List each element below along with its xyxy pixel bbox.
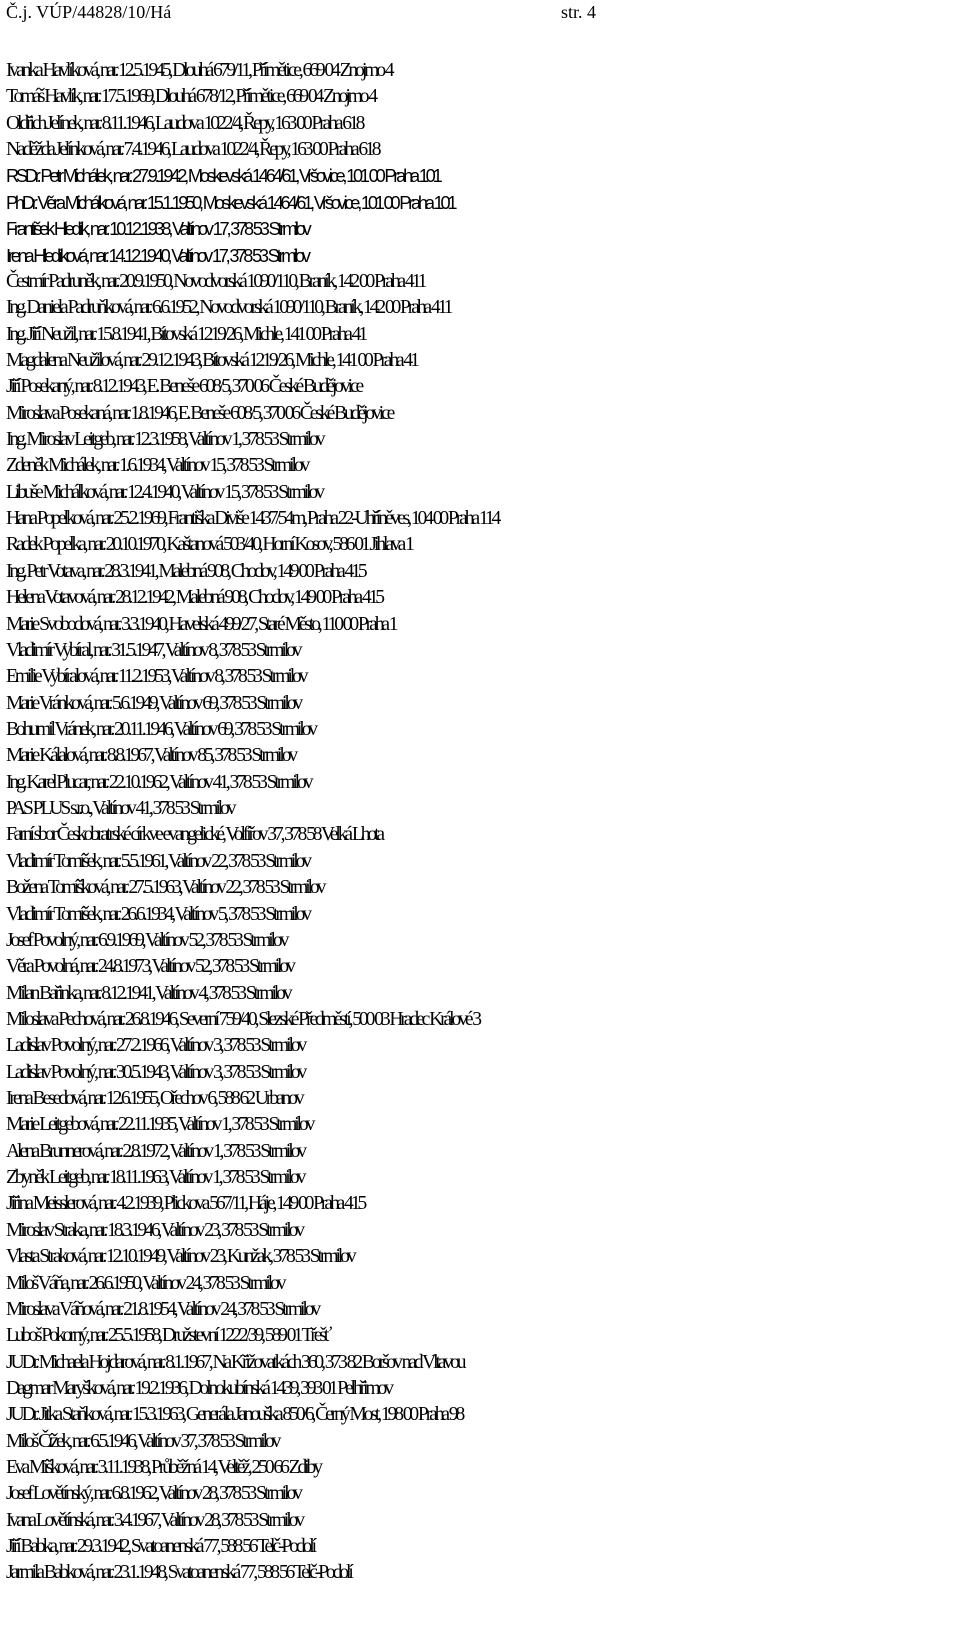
- list-item: Ivanka Havlíková, nar. 12.5.1945, Dlouhá 679/11, Přímětice, 669 04 Znojmo 4: [6, 60, 392, 81]
- list-item: PAS PLUS s.r.o., Valtínov 41, 378 53 Strmilov: [6, 798, 234, 820]
- list-item: Oldřich Jelínek, nar. 8.11.1946, Laudova 1022/4, Řepy, 163 00 Praha 618: [6, 112, 363, 134]
- list-item: Radek Popelka, nar. 20.10.1970, Kaštanová 503/40, Horní Kosov, 586 01 Jihlava 1: [6, 534, 412, 556]
- list-item: Ladislav Povolný, nar. 27.2.1966, Valtínov 3, 378 53 Strmilov: [6, 1035, 305, 1057]
- list-item: Čestmír Padruněk, nar. 20.9.1950, Novodvorská 1090/110, Braník, 142 00 Praha 411: [6, 270, 425, 292]
- list-item: Ladislav Povolný, nar. 30.5.1943, Valtínov 3, 378 53 Strmilov: [6, 1061, 305, 1083]
- list-item: Zbyněk Leitgeb, nar. 18.11.1963, Valtínov 1, 378 53 Strmilov: [6, 1167, 304, 1189]
- list-item: Miloš Čížek, nar. 6.5.1946, Valtínov 37, 378 53 Strmilov: [6, 1430, 279, 1452]
- list-item: Hana Popelková, nar. 25.2.1969, Františka Diviše 1437/54m, Praha 22-Uhříněves, 104 00 Praha 114: [6, 508, 499, 530]
- list-item: Luboš Pokorný, nar. 25.5.1958, Družstevní 1222/39, 589 01 Třešť: [6, 1325, 330, 1347]
- list-item: Josef Povolný, nar. 6.9.1969, Valtínov 52, 378 53 Strmilov: [6, 929, 287, 951]
- list-item: Ing. Miroslav Leitgeb, nar. 12.3.1958, Valtínov 1, 378 53 Strmilov: [6, 429, 323, 451]
- list-item: Věra Povolná, nar. 24.8.1973, Valtínov 52, 378 53 Strmilov: [6, 956, 293, 978]
- page-number: str. 4: [561, 2, 597, 22]
- list-item: Ing. Daniela Padruňková, nar. 6.6.1952, Novodvorská 1090/110, Braník, 142 00 Praha 411: [6, 297, 451, 319]
- list-item: Marie Vránková, nar. 5.6.1949, Valtínov 69, 378 53 Strmilov: [6, 692, 301, 714]
- list-item: Naděžda Jelínková, nar. 7.4.1946, Laudova 1022/4, Řepy, 163 00 Praha 618: [6, 139, 379, 161]
- list-item: JUDr. Jitka Staňková, nar. 15.3.1963, Generála Janouška 850/6, Černý Most, 198 00 Praha 98: [6, 1404, 463, 1426]
- list-item: Vladimír Tomíšek, nar. 5.5.1961, Valtínov 22, 378 53 Strmilov: [6, 850, 309, 872]
- list-item: Miroslava Posekaná, nar. 1.8.1946, E. Beneše 608/5, 370 06 České Budějovice: [6, 402, 393, 424]
- list-item: Magdalena Neužilová, nar. 29.12.1943, Bítovská 1219/26, Michle, 141 00 Praha 41: [6, 349, 417, 371]
- list-item: Jiřina Meisslerová, nar. 4.2.1939, Plickova 567/11, Háje, 149 00 Praha 415: [6, 1193, 365, 1215]
- list-item: RSDr. Petr Michálek, nar. 27.9.1942, Moskevská 1464/61, Vršovice, 101 00 Praha 101: [6, 166, 440, 187]
- list-item: Miroslav Straka, nar. 18.3.1946, Valtínov 23, 378 53 Strmilov: [6, 1219, 303, 1241]
- list-item: Marie Leitgebová, nar. 22.11.1935, Valtínov 1, 378 53 Strmilov: [6, 1114, 313, 1136]
- page-header: [0, 0, 960, 30]
- list-item: Libuše Michálková, nar. 12.4.1940, Valtínov 15, 378 53 Strmilov: [6, 481, 322, 503]
- list-item: Božena Tomíšková, nar. 27.5.1963, Valtínov 22, 378 53 Strmilov: [6, 877, 324, 899]
- list-item: Ing. Petr Votava, nar. 28.3.1941, Malebná 908, Chodov, 149 00 Praha 415: [6, 560, 365, 582]
- list-item: Alena Brunnerová, nar. 2.8.1972, Valtínov 1, 378 53 Strmilov: [6, 1140, 304, 1162]
- list-item: Ing. Karel Plucar, nar. 22.10.1962, Valtínov 41, 378 53 Strmilov: [6, 771, 311, 793]
- list-item: Marie Svobodová, nar. 3.3.1940, Havelská 499/27, Staré Město, 110 00 Praha 1: [6, 613, 396, 635]
- list-item: Eva Míšková, nar. 3.11.1938, Průběžná 14, Veltěž, 250 66 Zdiby: [6, 1457, 320, 1479]
- list-item: Josef Lovětínský, nar. 6.8.1962, Valtínov 28, 378 53 Strmilov: [6, 1483, 300, 1505]
- list-item: Tomáš Havlík, nar. 17.5.1969, Dlouhá 678/12, Přímětice, 669 04 Znojmo 4: [6, 86, 375, 108]
- list-item: Bohumil Vránek, nar. 20.11.1946, Valtínov 69, 378 53 Strmilov: [6, 718, 315, 740]
- list-item: Miloš Váňa, nar. 26.6.1950, Valtínov 24, 378 53 Strmilov: [6, 1272, 284, 1294]
- reference-number: Č.j. VÚP/44828/10/Há: [6, 2, 172, 22]
- list-item: Milan Bařinka, nar. 8.12.1941, Valtínov 4, 378 53 Strmilov: [6, 982, 290, 1004]
- list-item: Jarmila Babková, nar. 23.1.1948, Svatoanenská 77, 588 56 Telč-Podolí: [6, 1562, 351, 1584]
- list-item: František Hledík, nar. 10.12.1938, Valtínov 17, 378 53 Strmilov: [6, 219, 309, 240]
- list-item: Jiří Posekaný, nar. 8.12.1943, E. Beneše 608/5, 370 06 České Budějovice: [6, 376, 362, 398]
- list-item: Ing. Jiří Neužil, nar. 15.8.1941, Bítovská 1219/26, Michle, 141 00 Praha 41: [6, 323, 366, 345]
- participant-list: [6, 58, 956, 1587]
- list-item: PhDr. Věra Michálková, nar. 15.1.1950, Moskevská 1464/61, Vršovice, 101 00 Praha 101: [6, 192, 455, 213]
- list-item: Emilie Vybíralová, nar. 11.2.1953, Valtínov 8, 378 53 Strmilov: [6, 666, 306, 688]
- list-item: Jiří Babka, nar. 29.3.1942, Svatoanenská 77, 588 56 Telč-Podolí: [6, 1536, 314, 1558]
- list-item: Miroslava Váňová, nar. 21.8.1954, Valtínov 24, 378 53 Strmilov: [6, 1298, 319, 1320]
- list-item: Vladimír Tomíšek, nar. 26.6.1934, Valtínov 5, 378 53 Strmilov: [6, 903, 309, 925]
- list-item: Farní sbor Českobratrské církve evangelické, Volfířov 37, 378 58 Velká Lhota: [6, 824, 383, 846]
- list-item: Ivana Lovětínská, nar. 3.4.1967, Valtínov 28, 378 53 Strmilov: [6, 1509, 302, 1531]
- list-item: Irena Besedová, nar. 12.6.1955, Ořechov 6, 588 62 Urbanov: [6, 1088, 302, 1110]
- list-item: Irena Hledíková, nar. 14.12.1940, Valtínov 17, 378 53 Strmilov: [6, 245, 308, 266]
- list-item: Helena Votavová, nar. 28.12.1942, Malebná 908, Chodov, 149 00 Praha 415: [6, 587, 382, 609]
- list-item: Miloslava Pechová, nar. 26.8.1946, Severní 759/40, Slezské Předměstí, 500 03 Hradec Králové 3: [6, 1008, 479, 1030]
- list-item: Zdeněk Michálek, nar. 1.6.1934, Valtínov 15, 378 53 Strmilov: [6, 455, 308, 477]
- list-item: Dagmar Maryšková, nar. 19.2.1936, Dolnokubínská 1439, 393 01 Pelhřimov: [6, 1377, 391, 1399]
- list-item: Marie Kálalová, nar. 8.8.1967, Valtínov 85, 378 53 Strmilov: [6, 745, 296, 767]
- list-item: Vlasta Straková, nar. 12.10.1949, Valtínov 23, Kunžak, 378 53 Strmilov: [6, 1246, 354, 1268]
- list-item: JUDr. Michaela Hojdarová, nar. 8.1.1967, Na Křižovatkách 360, 373 82 Boršov nad Vltavou: [6, 1351, 464, 1373]
- list-item: Vladimír Vybíral, nar. 31.5.1947, Valtínov 8, 378 53 Strmilov: [6, 639, 300, 661]
